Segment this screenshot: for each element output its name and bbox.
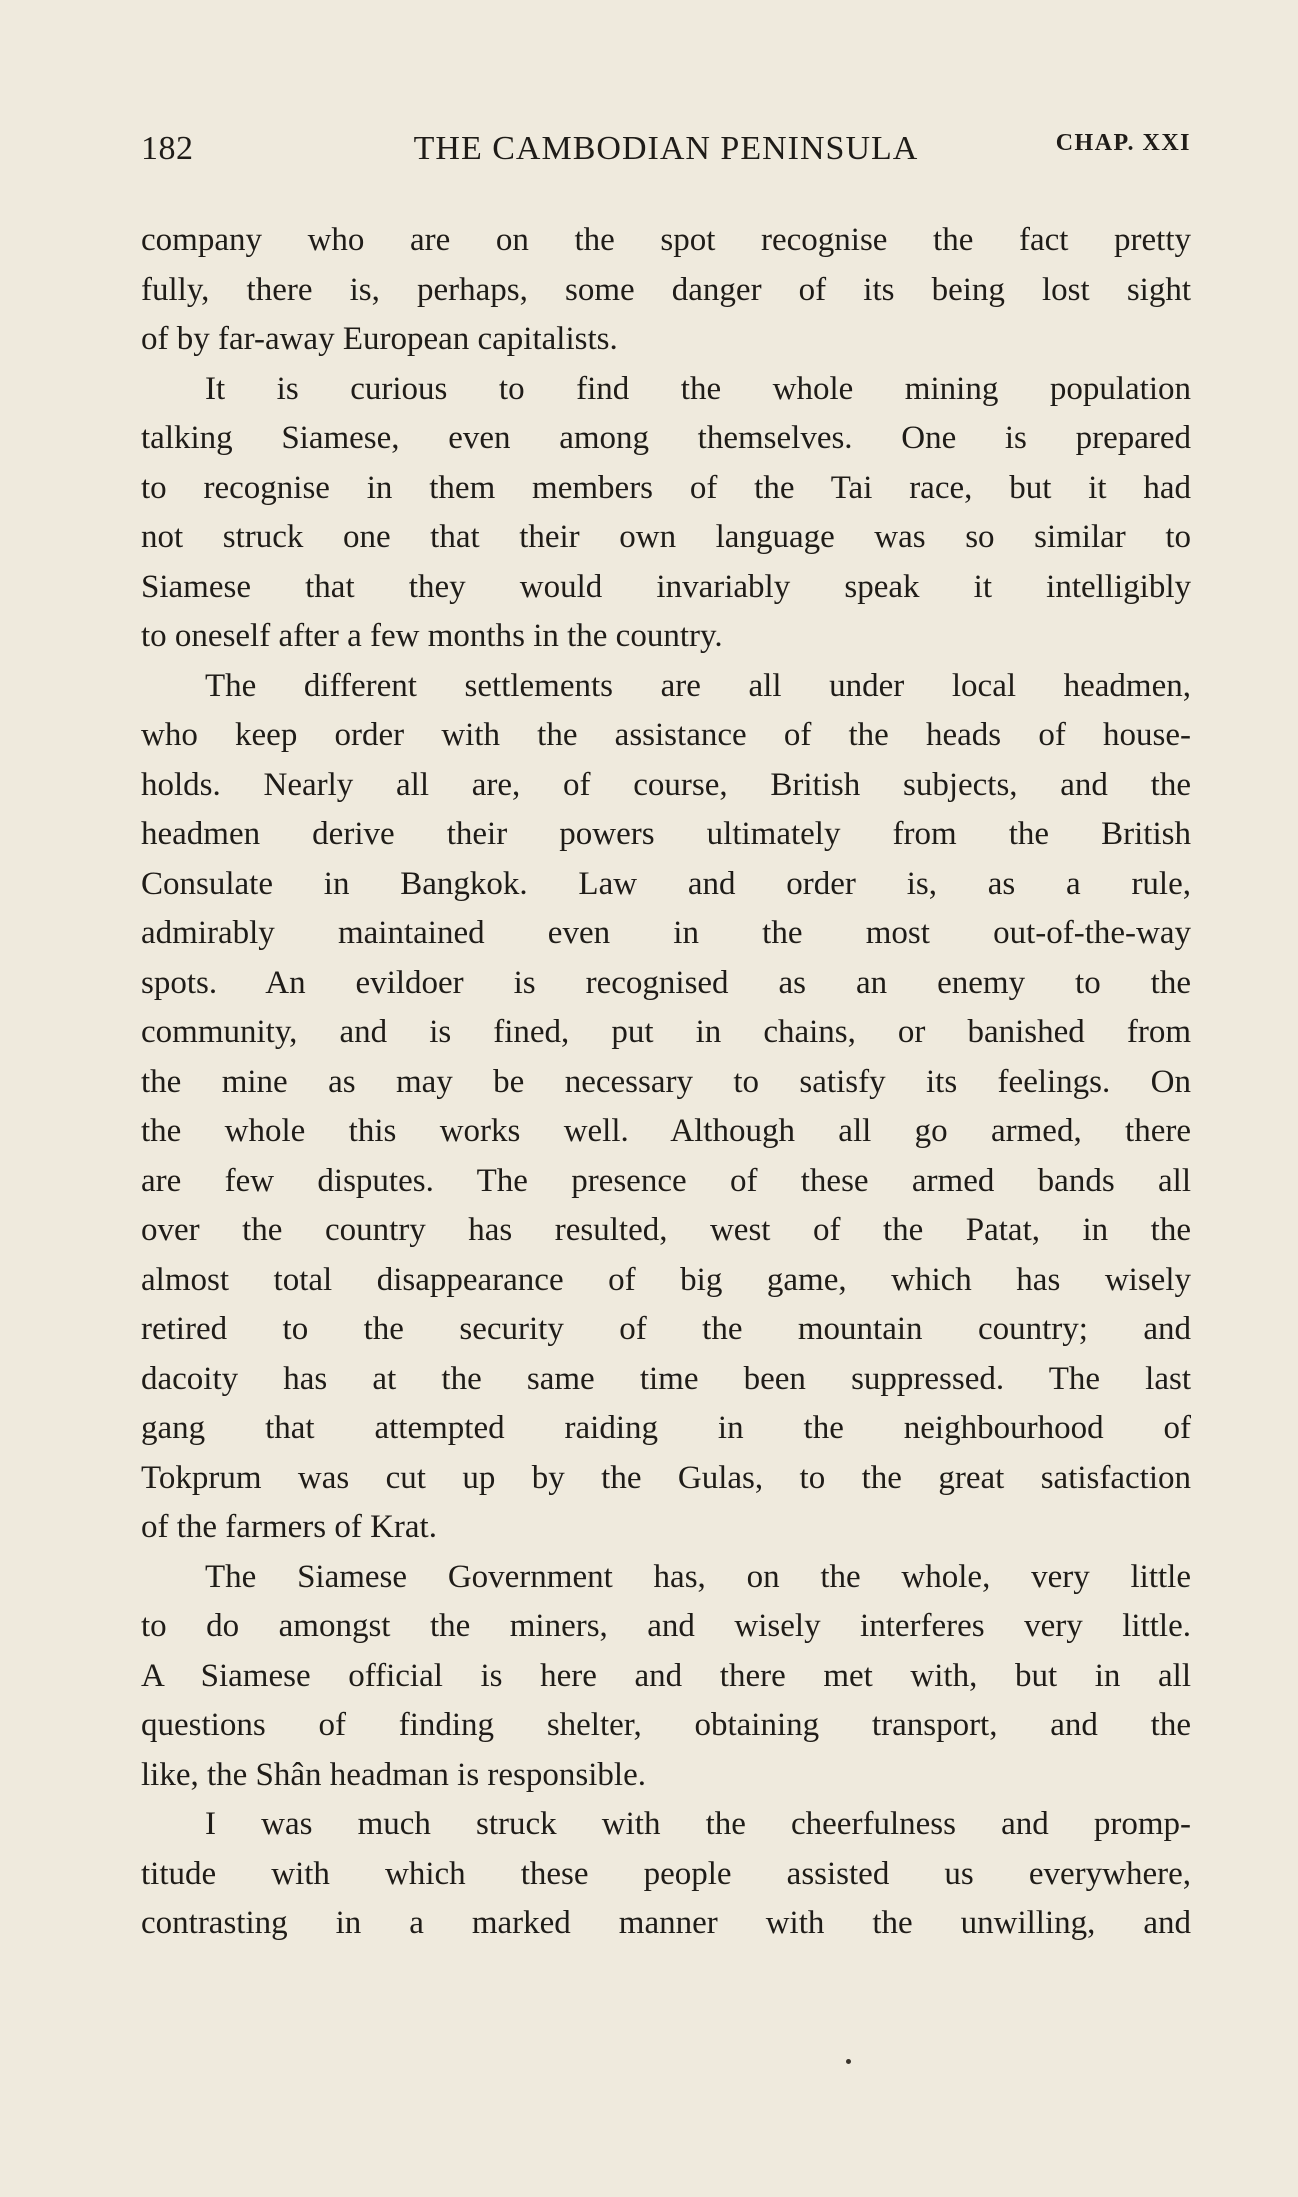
text-line: the whole this works well. Although all go armed, there — [141, 1113, 1191, 1149]
text-line: gang that attempted raiding in the neighbourhood of — [141, 1410, 1191, 1446]
text-line: fully, there is, perhaps, some danger of its being lost sight — [141, 271, 1191, 308]
text-line: admirably maintained even in the most out-of-the-way — [141, 915, 1191, 951]
text-line: retired to the security of the mountain country; and — [141, 1311, 1191, 1347]
text-line: spots. An evildoer is recognised as an enemy to the — [141, 964, 1191, 1001]
ink-speck — [846, 2059, 851, 2064]
text-line: of by far-away European capitalists. — [141, 321, 618, 357]
page-number: 182 — [141, 130, 194, 167]
paragraph — [141, 662, 1191, 1553]
body-text — [141, 216, 1191, 1949]
running-title: THE CAMBODIAN PENINSULA — [413, 130, 919, 167]
text-line: The different settlements are all under local headmen, — [205, 667, 1191, 704]
text-line: Tokprum was cut up by the Gulas, to the great satisfaction — [141, 1459, 1191, 1496]
text-line: dacoity has at the same time been suppressed. The last — [141, 1360, 1191, 1397]
text-line: almost total disappearance of big game, which has wisely — [141, 1261, 1191, 1298]
text-line: like, the Shân headman is responsible. — [141, 1756, 646, 1793]
text-line: Siamese that they would invariably speak it intelligibly — [141, 568, 1191, 605]
text-line: titude with which these people assisted us everywhere, — [141, 1855, 1191, 1892]
text-line: to oneself after a few months in the country. — [141, 618, 723, 654]
text-line: company who are on the spot recognise the fact pretty — [141, 222, 1191, 258]
text-line: questions of finding shelter, obtaining transport, and the — [141, 1707, 1191, 1743]
running-head — [141, 130, 1191, 174]
text-line: over the country has resulted, west of the Patat, in the — [141, 1212, 1191, 1248]
text-line: I was much struck with the cheerfulness and promp- — [205, 1806, 1191, 1842]
text-line: of the farmers of Krat. — [141, 1509, 437, 1545]
text-line: A Siamese official is here and there met with, but in all — [141, 1657, 1191, 1694]
text-line: are few disputes. The presence of these armed bands all — [141, 1162, 1191, 1199]
text-line: Consulate in Bangkok. Law and order is, as a rule, — [141, 865, 1191, 902]
text-line: not struck one that their own language was so similar to — [141, 519, 1191, 555]
paragraph — [141, 216, 1191, 365]
paragraph — [141, 1553, 1191, 1801]
text-line: the mine as may be necessary to satisfy its feelings. On — [141, 1063, 1191, 1100]
paragraph — [141, 365, 1191, 662]
text-line: who keep order with the assistance of the heads of house- — [141, 717, 1191, 753]
text-line: talking Siamese, even among themselves. One is prepared — [141, 420, 1191, 456]
paragraph — [141, 1800, 1191, 1949]
text-line: holds. Nearly all are, of course, British subjects, and the — [141, 766, 1191, 803]
text-line: contrasting in a marked manner with the unwilling, and — [141, 1905, 1191, 1941]
text-line: The Siamese Government has, on the whole, very little — [205, 1558, 1191, 1595]
text-line: to recognise in them members of the Tai race, but it had — [141, 469, 1191, 506]
text-line: community, and is fined, put in chains, or banished from — [141, 1014, 1191, 1050]
text-line: to do amongst the miners, and wisely interferes very little. — [141, 1608, 1191, 1644]
text-line: headmen derive their powers ultimately from the British — [141, 816, 1191, 852]
text-line: It is curious to find the whole mining population — [205, 370, 1191, 407]
chapter-label: CHAP. XXI — [1055, 130, 1191, 156]
